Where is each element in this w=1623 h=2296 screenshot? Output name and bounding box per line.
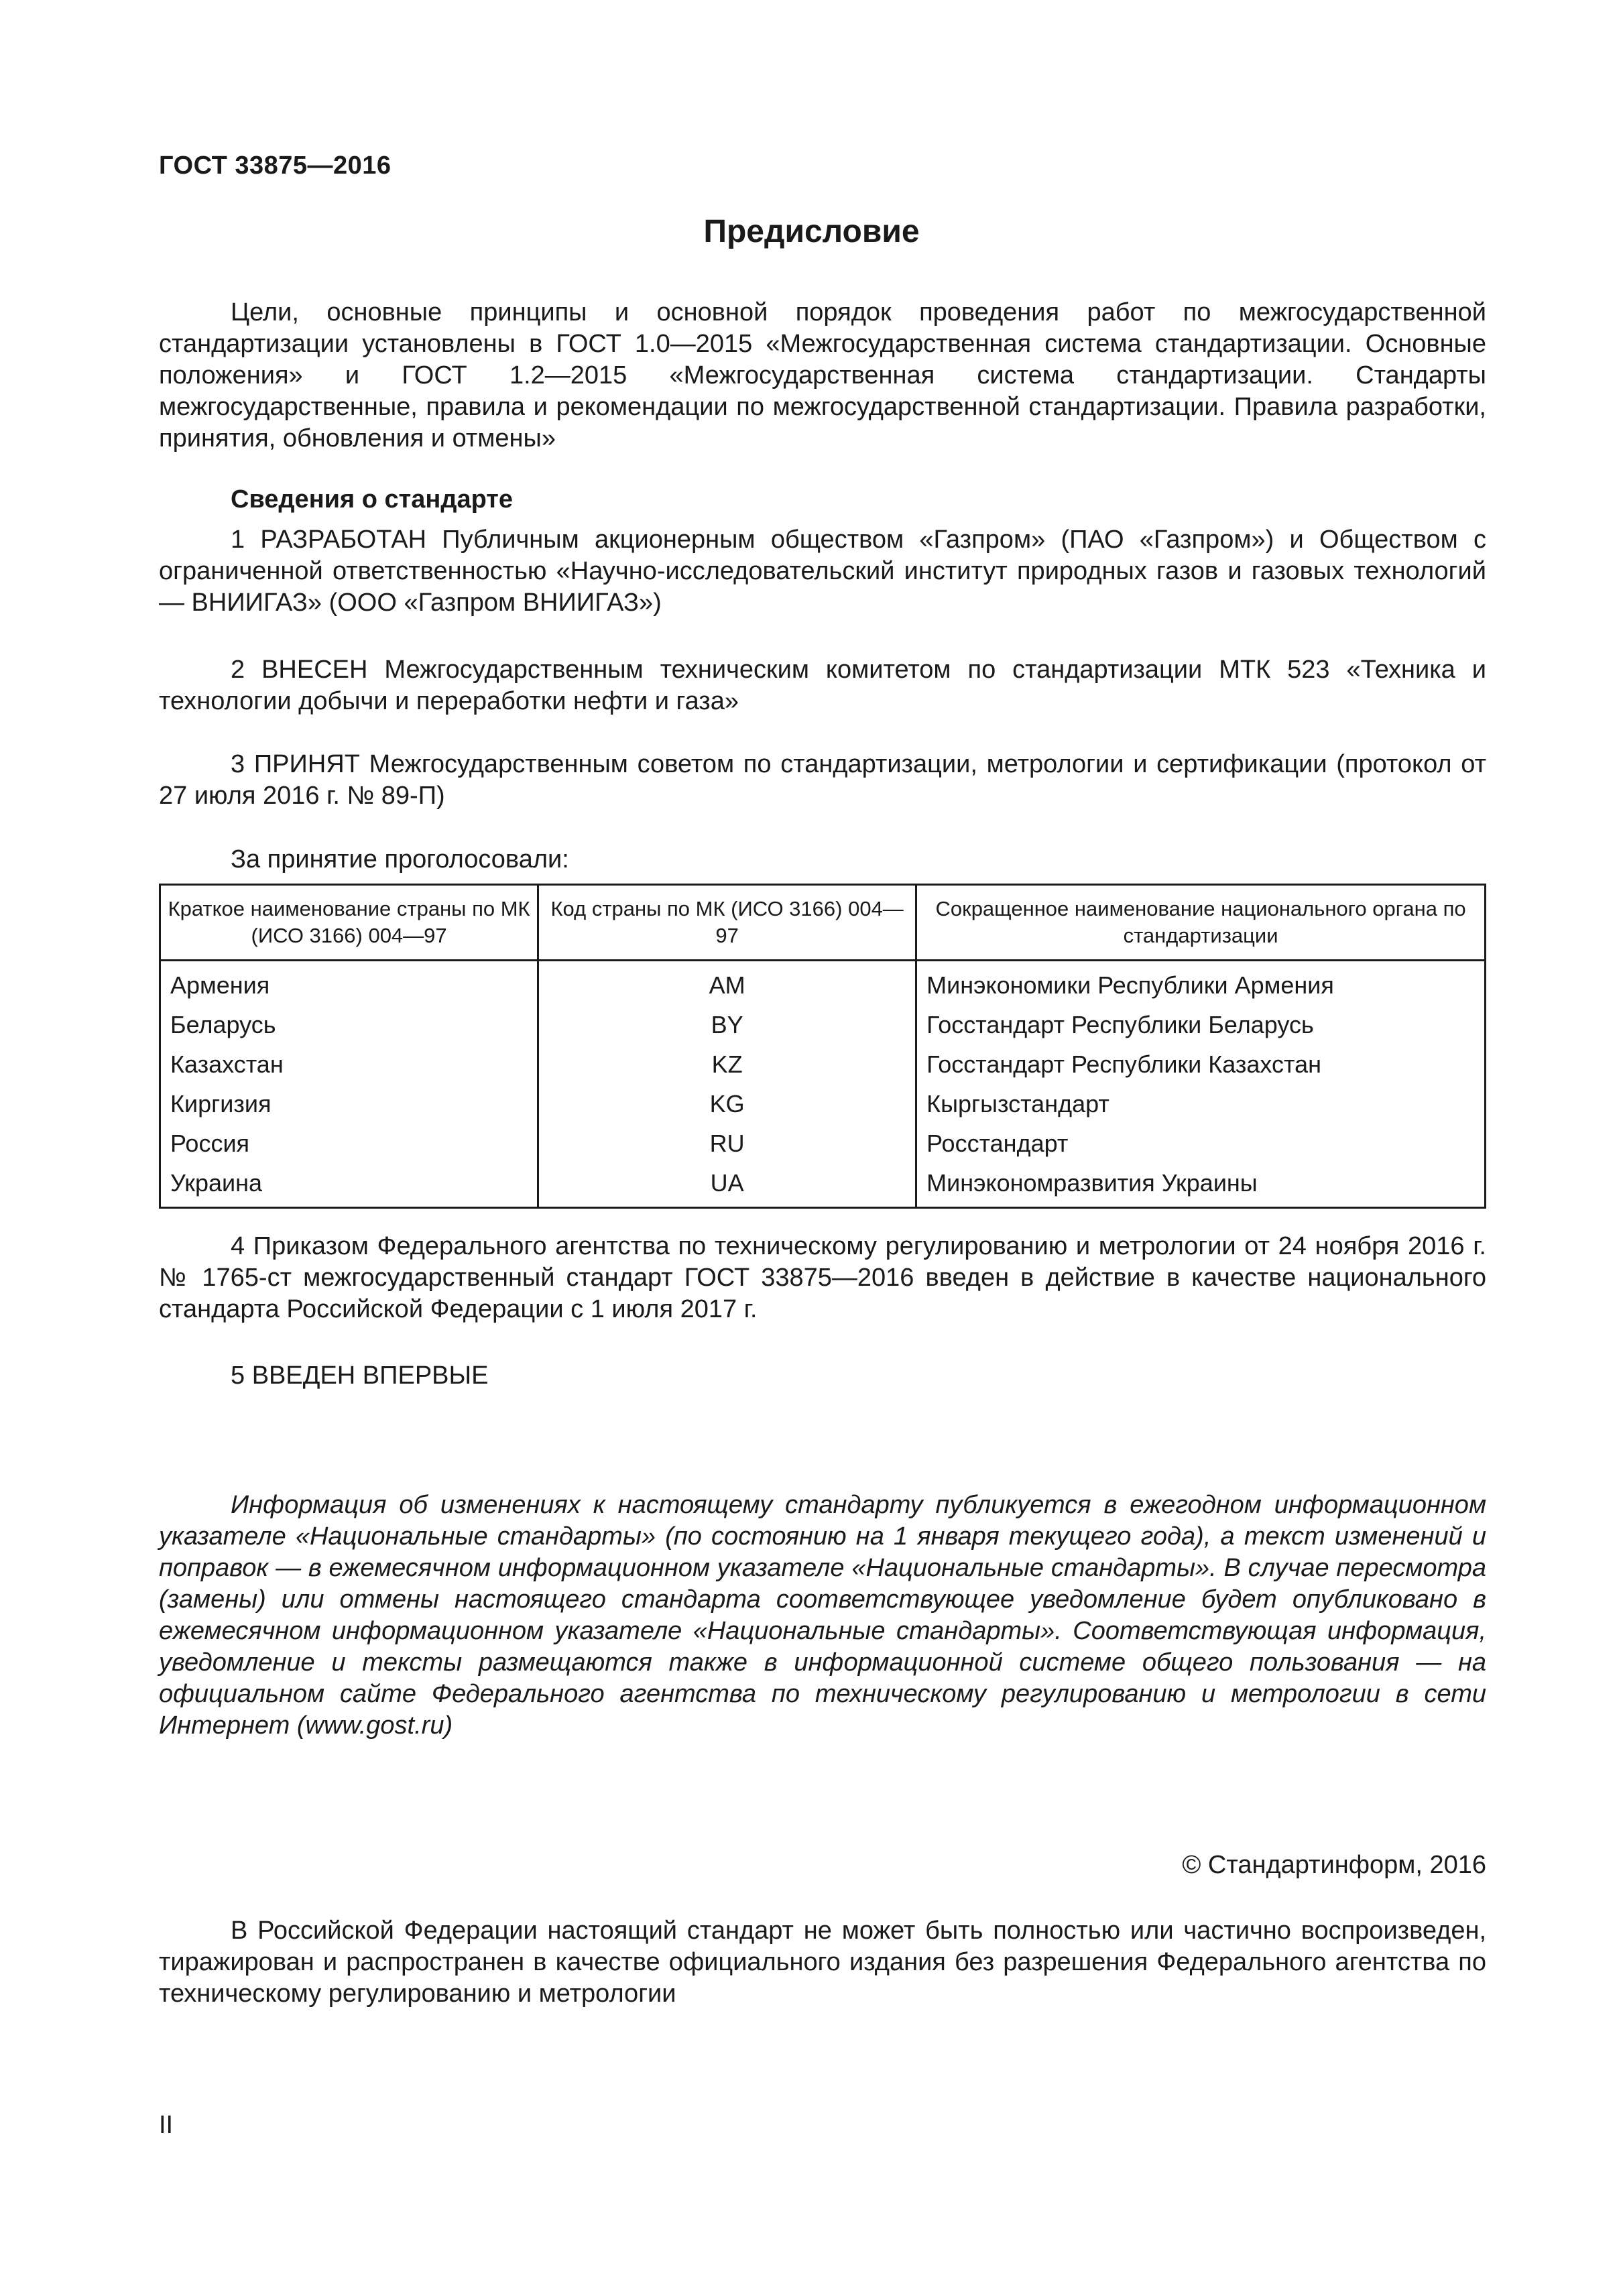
cell-code: RU	[538, 1124, 916, 1163]
cell-code: KZ	[538, 1044, 916, 1084]
cell-national-body: Госстандарт Республики Беларусь	[916, 1005, 1486, 1044]
table-row	[160, 1044, 1486, 1084]
cell-country: Армения	[160, 961, 538, 1006]
cell-country: Киргизия	[160, 1084, 538, 1124]
page-title: Предисловие	[703, 214, 920, 249]
cell-national-body: Минэкономики Республики Армения	[916, 961, 1486, 1006]
cell-country: Украина	[160, 1163, 538, 1208]
table-row	[160, 961, 1486, 1006]
table-row	[160, 1163, 1486, 1208]
document-code: ГОСТ 33875—2016	[159, 152, 392, 180]
item-4-enacted: 4 Приказом Федерального агентства по техническому регулированию и метрологии от 24 ноября 2016 г. № 1765-ст межгосударственный стандарт ГОСТ 33875—2016 введен в действие в качестве национального стандарта Российской Федерации с 1 июля 2017 г.	[159, 1232, 1486, 1323]
table-row	[160, 1124, 1486, 1163]
cell-national-body: Росстандарт	[916, 1124, 1486, 1163]
table-row	[160, 1005, 1486, 1044]
item-1-developed: 1 РАЗРАБОТАН Публичным акционерным обществом «Газпром» (ПАО «Газпром») и Обществом с ограниченной ответственностью «Научно-исследовательский институт природных газов и газовых технологий — ВНИИГАЗ» (ООО «Газпром ВНИИГАЗ»)	[159, 526, 1486, 617]
amendments-notice: Информация об изменениях к настоящему стандарту публикуется в ежегодном информационном указателе «Национальные стандарты» (по состоянию на 1 января текущего года), а текст изменений и поправок — в ежемесячном информационном указателе «Национальные стандарты». В случае пересмотра (замены) или отмены настоящего стандарта соответствующее уведомление будет опубликовано в ежемесячном информационном указателе «Национальные стандарты». Соответствующая информация, уведомление и тексты размещаются также в информационной системе общего пользования — на официальном сайте Федерального агентства по техническому регулированию и метрологии в сети Интернет (www.gost.ru)	[159, 1491, 1486, 1740]
cell-national-body: Госстандарт Республики Казахстан	[916, 1044, 1486, 1084]
copyright-line: © Стандартинформ, 2016	[1182, 1851, 1486, 1879]
table-header-row	[160, 885, 1486, 961]
vote-intro: За принятие проголосовали:	[231, 845, 569, 873]
cell-country: Казахстан	[160, 1044, 538, 1084]
item-2-submitted: 2 ВНЕСЕН Межгосударственным техническим комитетом по стандартизации МТК 523 «Техника и технологии добычи и переработки нефти и газа»	[159, 656, 1486, 715]
voting-table	[159, 884, 1486, 1209]
reproduction-notice: В Российской Федерации настоящий стандарт не может быть полностью или частично воспроизведен, тиражирован и распространен в качестве официального издания без разрешения Федерального агентства по техническому регулированию и метрологии	[159, 1917, 1486, 2008]
header-national-body: Сокращенное наименование национального органа по стандартизации	[916, 885, 1486, 961]
info-heading: Сведения о стандарте	[231, 485, 514, 513]
intro-paragraph: Цели, основные принципы и основной порядок проведения работ по межгосударственной стандартизации установлены в ГОСТ 1.0—2015 «Межгосударственная система стандартизации. Основные положения» и ГОСТ 1.2—2015 «Межгосударственная система стандартизации. Стандарты межгосударственные, правила и рекомендации по межгосударственной стандартизации. Правила разработки, принятия, обновления и отмены»	[159, 298, 1486, 452]
cell-code: UA	[538, 1163, 916, 1208]
cell-country: Беларусь	[160, 1005, 538, 1044]
cell-national-body: Минэкономразвития Украины	[916, 1163, 1486, 1208]
cell-code: BY	[538, 1005, 916, 1044]
cell-country: Россия	[160, 1124, 538, 1163]
header-country: Краткое наименование страны по МК (ИСО 3166) 004—97	[160, 885, 538, 961]
cell-national-body: Кыргызстандарт	[916, 1084, 1486, 1124]
page-number: II	[159, 2111, 174, 2139]
cell-code: KG	[538, 1084, 916, 1124]
cell-code: AM	[538, 961, 916, 1006]
table-row	[160, 1084, 1486, 1124]
header-country-code: Код страны по МК (ИСО 3166) 004—97	[538, 885, 916, 961]
item-3-adopted: 3 ПРИНЯТ Межгосударственным советом по стандартизации, метрологии и сертификации (протокол от 27 июля 2016 г. № 89-П)	[159, 750, 1486, 810]
item-5-first-introduced: 5 ВВЕДЕН ВПЕРВЫЕ	[231, 1362, 489, 1390]
